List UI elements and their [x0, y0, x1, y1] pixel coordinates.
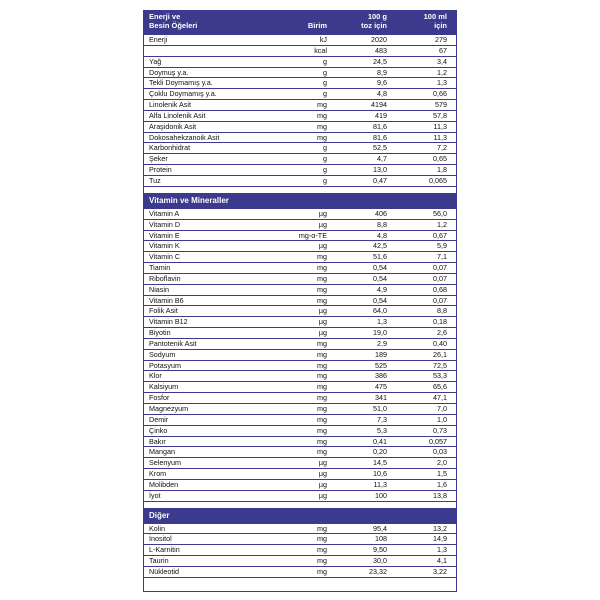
per-100ml-cell: 0,73 [433, 425, 447, 435]
unit-cell: mg [317, 414, 327, 424]
unit-cell: µg [318, 241, 327, 251]
table-row [144, 100, 456, 111]
unit-cell: g [323, 67, 327, 77]
table-row [144, 68, 456, 79]
nutrition-table [143, 10, 457, 592]
table-row [144, 415, 456, 426]
per-100ml-cell: 3,4 [437, 56, 447, 66]
table-row [144, 220, 456, 231]
section-title: Vitamin ve Mineraller [144, 193, 456, 209]
per-100g-cell: 4194 [371, 100, 387, 110]
nutrient-name: Tiamin [149, 263, 171, 273]
header-nutrient-line2: Besin Öğeleri [149, 20, 198, 30]
per-100ml-cell: 0,66 [433, 89, 447, 99]
per-100g-cell: 4,8 [377, 89, 387, 99]
per-100ml-cell: 1,2 [437, 219, 447, 229]
table-row [144, 567, 456, 578]
unit-cell: mg [317, 338, 327, 348]
unit-cell: µg [318, 469, 327, 479]
unit-cell: mg [317, 132, 327, 142]
nutrient-name: Nükleotid [149, 566, 179, 576]
nutrient-name: Şeker [149, 154, 168, 164]
header-per-100ml [387, 13, 447, 30]
table-row [144, 143, 456, 154]
per-100ml-cell: 56,0 [433, 208, 447, 218]
table-row [144, 176, 456, 187]
nutrient-name: Vitamin K [149, 241, 180, 251]
nutrient-name: Kalsiyum [149, 382, 179, 392]
table-row [144, 46, 456, 57]
nutrient-name: Enerji [149, 35, 168, 44]
per-100ml-cell: 13,8 [433, 490, 447, 500]
unit-cell: mg [317, 110, 327, 120]
table-row [144, 545, 456, 556]
per-100g-cell: 100 [375, 490, 387, 500]
per-100ml-cell: 0,68 [433, 284, 447, 294]
nutrient-name: Tekli Doymamış y.a. [149, 78, 213, 88]
nutrient-name: Linolenik Asit [149, 100, 191, 110]
per-100ml-cell: 0,07 [433, 263, 447, 273]
per-100g-cell: 5,3 [377, 425, 387, 435]
table-row [144, 393, 456, 404]
unit-cell: µg [318, 490, 327, 500]
per-100g-cell: 0,20 [373, 447, 387, 457]
unit-cell: mg [317, 100, 327, 110]
table-row [144, 165, 456, 176]
per-100g-cell: 14,5 [373, 458, 387, 468]
unit-cell: µg [318, 219, 327, 229]
header-nutrient [149, 13, 267, 30]
unit-cell: µg [318, 328, 327, 338]
nutrient-name: Kolin [149, 523, 165, 533]
per-100ml-cell: 1,8 [437, 165, 447, 175]
nutrient-name: Riboflavin [149, 273, 181, 283]
per-100ml-cell: 1,6 [437, 479, 447, 489]
table-row [144, 231, 456, 242]
nutrient-name: Pantotenik Asit [149, 338, 197, 348]
per-100g-cell: 189 [375, 349, 387, 359]
per-100ml-cell: 5,9 [437, 241, 447, 251]
per-100g-cell: 8,9 [377, 67, 387, 77]
per-100g-cell: 0,54 [373, 295, 387, 305]
table-row [144, 263, 456, 274]
table-row [144, 556, 456, 567]
table-row [144, 285, 456, 296]
table-row [144, 306, 456, 317]
per-100ml-cell: 13,2 [433, 523, 447, 533]
nutrient-name: Dokosahekzanoik Asit [149, 132, 220, 142]
table-row [144, 317, 456, 328]
table-row [144, 133, 456, 144]
header-per-100ml-line1: 100 ml [423, 12, 447, 21]
nutrient-name: Doymuş y.a. [149, 67, 189, 77]
nutrient-name [149, 46, 267, 56]
table-row [144, 524, 456, 535]
per-100g-cell: 81,6 [373, 132, 387, 142]
table-row [144, 274, 456, 285]
header-per-100g-line2: toz için [361, 20, 387, 30]
per-100ml-cell: 1,3 [437, 78, 447, 88]
nutrient-name: Magnezyum [149, 404, 189, 413]
per-100g-cell: 8,8 [377, 219, 387, 229]
per-100g-cell: 19,0 [373, 328, 387, 338]
nutrient-name: Molibden [149, 479, 179, 489]
table-row [144, 122, 456, 133]
nutrient-name: Niasin [149, 284, 169, 294]
per-100ml-cell: 53,3 [433, 371, 447, 381]
nutrient-name: Vitamin D [149, 219, 181, 229]
unit-cell: mg [317, 566, 327, 576]
table-body [144, 35, 456, 578]
table-row [144, 469, 456, 480]
unit-cell: mg [317, 371, 327, 381]
unit-cell: g [323, 175, 327, 185]
unit-cell: mg [317, 393, 327, 403]
per-100ml-cell: 11,3 [433, 121, 447, 131]
nutrient-name: İyot [149, 490, 161, 500]
header-per-100g [327, 13, 387, 30]
per-100ml-cell: 8,8 [437, 306, 447, 316]
nutrient-name: Vitamin E [149, 230, 180, 240]
per-100ml-cell: 1,0 [437, 414, 447, 424]
table-row [144, 491, 456, 502]
table-row [144, 361, 456, 372]
unit-cell: mg [317, 425, 327, 435]
per-100g-cell: 4,7 [377, 154, 387, 164]
nutrient-name: Vitamin C [149, 252, 181, 262]
per-100g-cell: 7,3 [377, 414, 387, 424]
unit-cell: g [323, 56, 327, 66]
nutrient-name: Krom [149, 469, 167, 479]
per-100g-cell: 10,6 [373, 469, 387, 479]
unit-cell: mg [317, 382, 327, 392]
nutrient-name: Araşidonik Asit [149, 121, 197, 131]
unit-cell: mg [317, 295, 327, 305]
nutrient-name: Yağ [149, 56, 162, 66]
per-100ml-cell: 1,3 [437, 545, 447, 555]
unit-cell: kJ [319, 35, 327, 44]
per-100ml-cell: 0,065 [429, 175, 447, 185]
per-100ml-cell: 2,0 [437, 458, 447, 468]
nutrient-name: Klor [149, 371, 162, 381]
unit-cell: kcal [314, 45, 327, 55]
per-100ml-cell: 0,18 [433, 317, 447, 327]
nutrient-name: Protein [149, 165, 172, 175]
per-100g-cell: 13,0 [373, 165, 387, 175]
unit-cell: µg [318, 306, 327, 316]
per-100ml-cell: 3,22 [433, 566, 447, 576]
table-row [144, 111, 456, 122]
nutrient-name: Vitamin B6 [149, 295, 184, 305]
unit-cell: g [323, 89, 327, 99]
per-100g-cell: 95,4 [373, 523, 387, 533]
unit-cell: g [323, 165, 327, 175]
unit-cell: g [323, 143, 327, 153]
per-100ml-cell: 14,9 [433, 534, 447, 544]
table-row [144, 437, 456, 448]
nutrient-name: Potasyum [149, 360, 181, 370]
per-100ml-cell: 0,07 [433, 295, 447, 305]
table-row [144, 154, 456, 165]
per-100g-cell: 9,6 [377, 78, 387, 88]
table-row [144, 78, 456, 89]
per-100g-cell: 108 [375, 534, 387, 544]
unit-cell: mg [317, 556, 327, 566]
header-nutrient-line1: Enerji ve [149, 12, 181, 21]
per-100g-cell: 81,6 [373, 121, 387, 131]
unit-cell: mg [317, 523, 327, 533]
table-row [144, 371, 456, 382]
per-100ml-cell: 1,5 [437, 469, 447, 479]
per-100ml-cell: 47,1 [433, 393, 447, 403]
per-100g-cell: 1,3 [377, 317, 387, 327]
table-row [144, 480, 456, 491]
per-100g-cell: 341 [375, 393, 387, 403]
per-100g-cell: 475 [375, 382, 387, 392]
per-100g-cell: 4,8 [377, 230, 387, 240]
per-100ml-cell: 65,6 [433, 382, 447, 392]
per-100g-cell: 0,47 [373, 175, 387, 185]
section-title: Diğer [144, 508, 456, 524]
unit-cell: mg [317, 263, 327, 273]
header-unit: Birim [307, 21, 327, 30]
table-row [144, 339, 456, 350]
per-100ml-cell: 1,2 [437, 67, 447, 77]
unit-cell: mg-α-TE [298, 230, 327, 240]
unit-cell: mg [317, 534, 327, 544]
unit-cell: mg [317, 121, 327, 131]
nutrient-name: İnositol [149, 534, 172, 544]
nutrient-name: Karbonhidrat [149, 143, 191, 153]
unit-cell: mg [317, 349, 327, 359]
nutrient-name: Taurin [149, 556, 169, 566]
per-100g-cell: 52,5 [373, 143, 387, 153]
per-100ml-cell: 0,65 [433, 154, 447, 164]
per-100ml-cell: 579 [435, 100, 447, 110]
nutrient-name: Mangan [149, 447, 175, 457]
per-100ml-cell: 0,057 [429, 436, 447, 446]
unit-cell: µg [318, 479, 327, 489]
nutrient-name: Sodyum [149, 349, 176, 359]
table-row [144, 89, 456, 100]
per-100g-cell: 51,6 [373, 252, 387, 262]
per-100ml-cell: 0,40 [433, 338, 447, 348]
unit-cell: mg [317, 436, 327, 446]
unit-cell: µg [318, 208, 327, 218]
header-per-100g-line1: 100 g [367, 12, 387, 21]
per-100ml-cell: 0,67 [433, 230, 447, 240]
nutrient-name: Folik Asit [149, 306, 178, 316]
table-header [144, 11, 456, 35]
header-per-100ml-line2: için [434, 20, 447, 30]
table-row [144, 447, 456, 458]
per-100ml-cell: 67 [439, 45, 447, 55]
table-row [144, 252, 456, 263]
per-100g-cell: 30,0 [373, 556, 387, 566]
unit-cell: mg [317, 545, 327, 555]
per-100g-cell: 23,32 [369, 566, 387, 576]
unit-cell: mg [317, 360, 327, 370]
per-100ml-cell: 0,07 [433, 273, 447, 283]
unit-cell: g [323, 154, 327, 164]
per-100g-cell: 0,41 [373, 436, 387, 446]
table-row [144, 328, 456, 339]
per-100g-cell: 24,5 [373, 56, 387, 66]
per-100ml-cell: 11,3 [433, 132, 447, 142]
table-row [144, 296, 456, 307]
per-100g-cell: 2,9 [377, 338, 387, 348]
per-100g-cell: 11,3 [373, 479, 387, 489]
per-100g-cell: 2020 [371, 35, 387, 44]
per-100g-cell: 51,0 [373, 404, 387, 413]
per-100ml-cell: 7,2 [437, 143, 447, 153]
table-row [144, 209, 456, 220]
per-100ml-cell: 2,6 [437, 328, 447, 338]
per-100g-cell: 406 [375, 208, 387, 218]
per-100g-cell: 64,0 [373, 306, 387, 316]
per-100ml-cell: 279 [435, 35, 447, 44]
nutrient-name: Tuz [149, 175, 161, 185]
nutrient-name: Demir [149, 414, 169, 424]
nutrient-name: L-Karnitin [149, 545, 180, 555]
per-100g-cell: 386 [375, 371, 387, 381]
per-100g-cell: 0,54 [373, 273, 387, 283]
table-row [144, 382, 456, 393]
nutrient-name: Vitamin A [149, 208, 180, 218]
table-row [144, 35, 456, 46]
table-row [144, 426, 456, 437]
per-100g-cell: 483 [375, 45, 387, 55]
nutrient-name: Biyotin [149, 328, 171, 338]
per-100g-cell: 42,5 [373, 241, 387, 251]
table-row [144, 241, 456, 252]
unit-cell: mg [317, 404, 327, 413]
nutrient-name: Alfa Linolenik Asit [149, 110, 206, 120]
nutrient-name: Çinko [149, 425, 168, 435]
unit-cell: mg [317, 273, 327, 283]
per-100ml-cell: 7,1 [437, 252, 447, 262]
nutrient-name: Çoklu Doymamış y.a. [149, 89, 217, 99]
per-100ml-cell: 7,0 [437, 404, 447, 413]
per-100g-cell: 525 [375, 360, 387, 370]
nutrient-name: Fosfor [149, 393, 170, 403]
table-row [144, 350, 456, 361]
unit-cell: g [323, 78, 327, 88]
nutrient-name: Bakır [149, 436, 166, 446]
per-100g-cell: 9,50 [373, 545, 387, 555]
per-100g-cell: 419 [375, 110, 387, 120]
per-100ml-cell: 26,1 [433, 349, 447, 359]
per-100g-cell: 4,9 [377, 284, 387, 294]
per-100g-cell: 0,54 [373, 263, 387, 273]
nutrient-name: Vitamin B12 [149, 317, 188, 327]
nutrient-name: Selenyum [149, 458, 181, 468]
unit-cell: mg [317, 284, 327, 294]
per-100ml-cell: 72,5 [433, 360, 447, 370]
per-100ml-cell: 4,1 [437, 556, 447, 566]
per-100ml-cell: 57,8 [433, 110, 447, 120]
table-row [144, 534, 456, 545]
table-row [144, 404, 456, 415]
unit-cell: mg [317, 447, 327, 457]
unit-cell: µg [318, 317, 327, 327]
table-row [144, 57, 456, 68]
unit-cell: mg [317, 252, 327, 262]
unit-cell: µg [318, 458, 327, 468]
table-row [144, 458, 456, 469]
per-100ml-cell: 0,03 [433, 447, 447, 457]
